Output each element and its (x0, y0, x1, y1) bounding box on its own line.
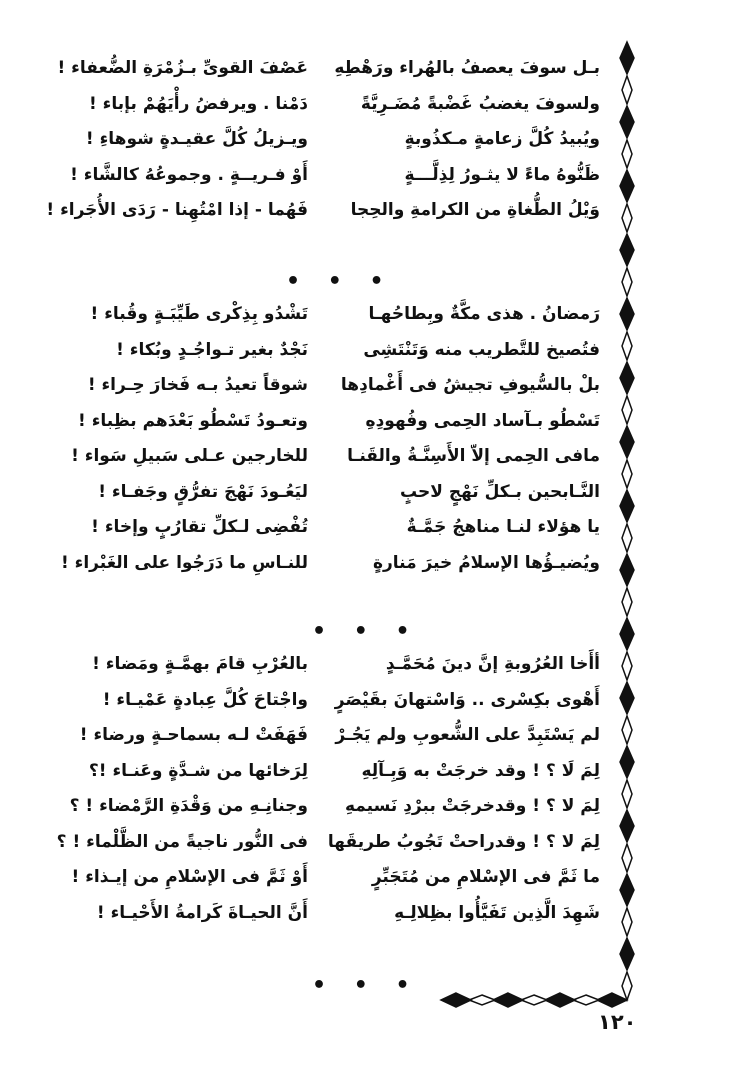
filled-diamond-ornament (620, 362, 634, 394)
verse-second-hemistich: وجنانِـهِ من وَقْدَةِ الرَّمْضاء ! ؟ (69, 796, 308, 816)
hollow-diamond-ornament (622, 460, 632, 488)
verse-line (40, 790, 600, 826)
filled-diamond-ornament (620, 42, 634, 74)
verse-first-hemistich: لِمَ لا ؟ ! وقدخرجَتْ ببرْدِ نَسيمهِ (344, 796, 600, 816)
filled-diamond-ornament (620, 938, 634, 970)
filled-diamond-ornament (620, 746, 634, 778)
verse-line (40, 194, 600, 230)
verse-second-hemistich: للنـاسِ ما دَرَجُوا على الغَبْراء ! (60, 552, 308, 573)
page-number: ١٢٠ (598, 1010, 637, 1034)
filled-diamond-ornament (620, 106, 634, 138)
verse-first-hemistich: النَّـابحين بـكلِّ نَهْجٍ لاحبٍ (400, 481, 600, 502)
verse-line (40, 719, 600, 755)
filled-diamond-ornament (620, 874, 634, 906)
filled-diamond-ornament (620, 298, 634, 330)
verse-first-hemistich: وَيْلُ الطُّغاةِ من الكرامةِ والحِجا (350, 200, 600, 220)
verse-second-hemistich: للخارجين عـلى سَبيلِ سَواء ! (71, 446, 308, 466)
verse-line (40, 298, 600, 334)
verse-second-hemistich: دَمْنا . ويرفضُ رأْيَهُمْ بإباء ! (89, 93, 308, 114)
verse-line (40, 334, 600, 370)
filled-diamond-ornament (545, 993, 575, 1007)
stanza-3 (40, 648, 600, 932)
verse-first-hemistich: يا هؤلاء لنـا مناهجُ جَمَّـةٌ (406, 517, 600, 537)
verse-first-hemistich: لِمَ لا ؟ ! وقدراحتْ تَجُوبُ طريقَها (327, 831, 600, 852)
hollow-diamond-ornament (622, 844, 632, 872)
verse-second-hemistich: ليَعُـودَ نَهْجَ تفرُّقٍ وجَفـاء ! (98, 481, 308, 502)
filled-diamond-ornament (620, 490, 634, 522)
verse-first-hemistich: ولسوفَ يغضبُ غَضْبةً مُضَـرِيَّةً (360, 93, 600, 114)
hollow-diamond-ornament (622, 716, 632, 744)
verse-second-hemistich: ويـزيلُ كُلَّ عقيـدةٍ شوهاءِ ! (85, 129, 308, 149)
hollow-diamond-ornament (622, 396, 632, 424)
hollow-diamond-ornament (622, 268, 632, 296)
verse-first-hemistich: شَهِدَ الَّذِين تَفَيَّأُوا بظِلالِـهِ (394, 902, 600, 923)
verse-line (40, 369, 600, 405)
hollow-diamond-ornament (622, 588, 632, 616)
section-separator: • • • (312, 973, 420, 998)
verse-line (40, 159, 600, 195)
verse-second-hemistich: أَوْ فـريــةٍ . وجموعُهُ كالشَّاء ! (70, 164, 308, 185)
verse-first-hemistich: أَهْوى بكِسْرى .. وَاسْتهانَ بقَيْصَرٍ (334, 689, 600, 710)
filled-diamond-ornament (620, 234, 634, 266)
verse-second-hemistich: فَهَفَتْ لـه بسماحـةٍ ورضاء ! (79, 725, 308, 745)
verse-second-hemistich: أَنَّ الحيـاةَ كَرامةُ الأَحْيـاء ! (96, 902, 308, 923)
verse-second-hemistich: عَصْفَ القوىِّ بـزُمْرَةِ الضُّعفاء ! (57, 58, 308, 78)
hollow-diamond-ornament (573, 995, 599, 1005)
verse-first-hemistich: مافى الحِمى إلاّ الأَسِنَّـةُ والقَنـا (347, 446, 600, 466)
filled-diamond-ornament (620, 810, 634, 842)
verse-first-hemistich: رَمضانُ . هذى مكَّةٌ وبِطاحُهـا (368, 304, 600, 324)
hollow-diamond-ornament (622, 140, 632, 168)
hollow-diamond-ornament (622, 204, 632, 232)
filled-diamond-ornament (620, 426, 634, 458)
verse-first-hemistich: لِمَ لَا ؟ ! وقد خرجَتْ به وَبِـآلِهِ (361, 760, 600, 781)
verse-first-hemistich: بـل سوفَ يعصفُ بالهُراء ورَهْطِهِ (334, 58, 600, 78)
hollow-diamond-ornament (469, 995, 495, 1005)
hollow-diamond-ornament (622, 524, 632, 552)
vertical-diamond-chain (620, 42, 634, 1000)
verse-first-hemistich: ويُضيـؤُها الإسلامُ خيرَ مَنارةٍ (372, 552, 600, 573)
verse-line (40, 440, 600, 476)
verse-second-hemistich: نَجْدٌ بغير تـواجُـدٍ وبُكاء ! (116, 339, 308, 360)
verse-line (40, 547, 600, 583)
verse-line (40, 123, 600, 159)
verse-second-hemistich: واجْتاحَ كُلَّ عِبادةٍ عَمْيـاء ! (102, 689, 308, 710)
stanza-2 (40, 298, 600, 582)
verse-second-hemistich: فَهُما - إذا امْتُهِنا - رَدَى الأُجَراء ! (46, 200, 308, 220)
filled-diamond-ornament (620, 554, 634, 586)
verse-line (40, 648, 600, 684)
filled-diamond-ornament (597, 993, 627, 1007)
verse-second-hemistich: وتعـودُ تَسْطُو بَعْدَهم بظِباء ! (78, 410, 308, 431)
verse-first-hemistich: تَسْطُو بـآساد الحِمى وفُهودِهِ (365, 410, 600, 431)
hollow-diamond-ornament (622, 652, 632, 680)
hollow-diamond-ornament (622, 908, 632, 936)
verse-line (40, 755, 600, 791)
verse-second-hemistich: بالعُرْبِ قامَ بهمَّـةٍ ومَضاء ! (92, 654, 308, 674)
hollow-diamond-ornament (622, 332, 632, 360)
verse-line (40, 684, 600, 720)
verse-line (40, 88, 600, 124)
section-separator: • • • (312, 619, 420, 644)
verse-line (40, 861, 600, 897)
verse-second-hemistich: أَوْ ثَمَّ فى الإسْلامِ من إيـذاء ! (71, 867, 308, 887)
verse-first-hemistich: لم يَسْتَبِدَّ على الشُّعوبِ ولم يَجُـرْ (335, 725, 600, 745)
hollow-diamond-ornament (622, 76, 632, 104)
verse-line (40, 405, 600, 441)
verse-second-hemistich: لِرَخائها من شـدَّةٍ وعَنـاء !؟ (88, 760, 308, 781)
verse-line (40, 52, 600, 88)
verse-first-hemistich: فتُصيخ للتَّطريب منه وَتَنْتَشِى (363, 339, 600, 360)
filled-diamond-ornament (493, 993, 523, 1007)
filled-diamond-ornament (620, 170, 634, 202)
verse-first-hemistich: ظَنُّوهُ ماءً لا يثـورُ لِذِلَّـــةٍ (404, 164, 600, 185)
verse-first-hemistich: بلْ بالسُّيوفِ تجيشُ فى أَغْمادِها (340, 375, 600, 395)
verse-first-hemistich: أأَخا العُرُوبةِ إنَّ دينَ مُحَمَّـدٍ (385, 654, 600, 674)
stanza-1 (40, 52, 600, 230)
hollow-diamond-ornament (521, 995, 547, 1005)
hollow-diamond-ornament (622, 780, 632, 808)
verse-first-hemistich: ما ثَمَّ فى الإسْلامِ من مُتَجَبِّرٍ (371, 867, 600, 887)
verse-second-hemistich: شوقاً تعيدُ بـه فَخارَ حِـراء ! (87, 375, 308, 395)
filled-diamond-ornament (620, 618, 634, 650)
horizontal-diamond-chain (441, 993, 627, 1007)
hollow-diamond-ornament (622, 972, 632, 1000)
filled-diamond-ornament (620, 682, 634, 714)
section-separator: • • • (286, 269, 394, 294)
verse-line (40, 897, 600, 933)
verse-second-hemistich: تُفْضِى لـكلِّ تقارُبٍ وإخاء ! (91, 517, 308, 537)
verse-line (40, 511, 600, 547)
filled-diamond-ornament (441, 993, 471, 1007)
verse-second-hemistich: فى النُّور ناجيةً من الظَّلْماء ! ؟ (56, 831, 308, 852)
verse-line (40, 826, 600, 862)
verse-line (40, 476, 600, 512)
verse-second-hemistich: تَشْدُو بِذِكْرى طَيِّبَـةٍ وقُباء ! (90, 304, 308, 324)
verse-first-hemistich: ويُبيدُ كُلَّ زعامةٍ مـكذُوبةٍ (404, 129, 600, 149)
